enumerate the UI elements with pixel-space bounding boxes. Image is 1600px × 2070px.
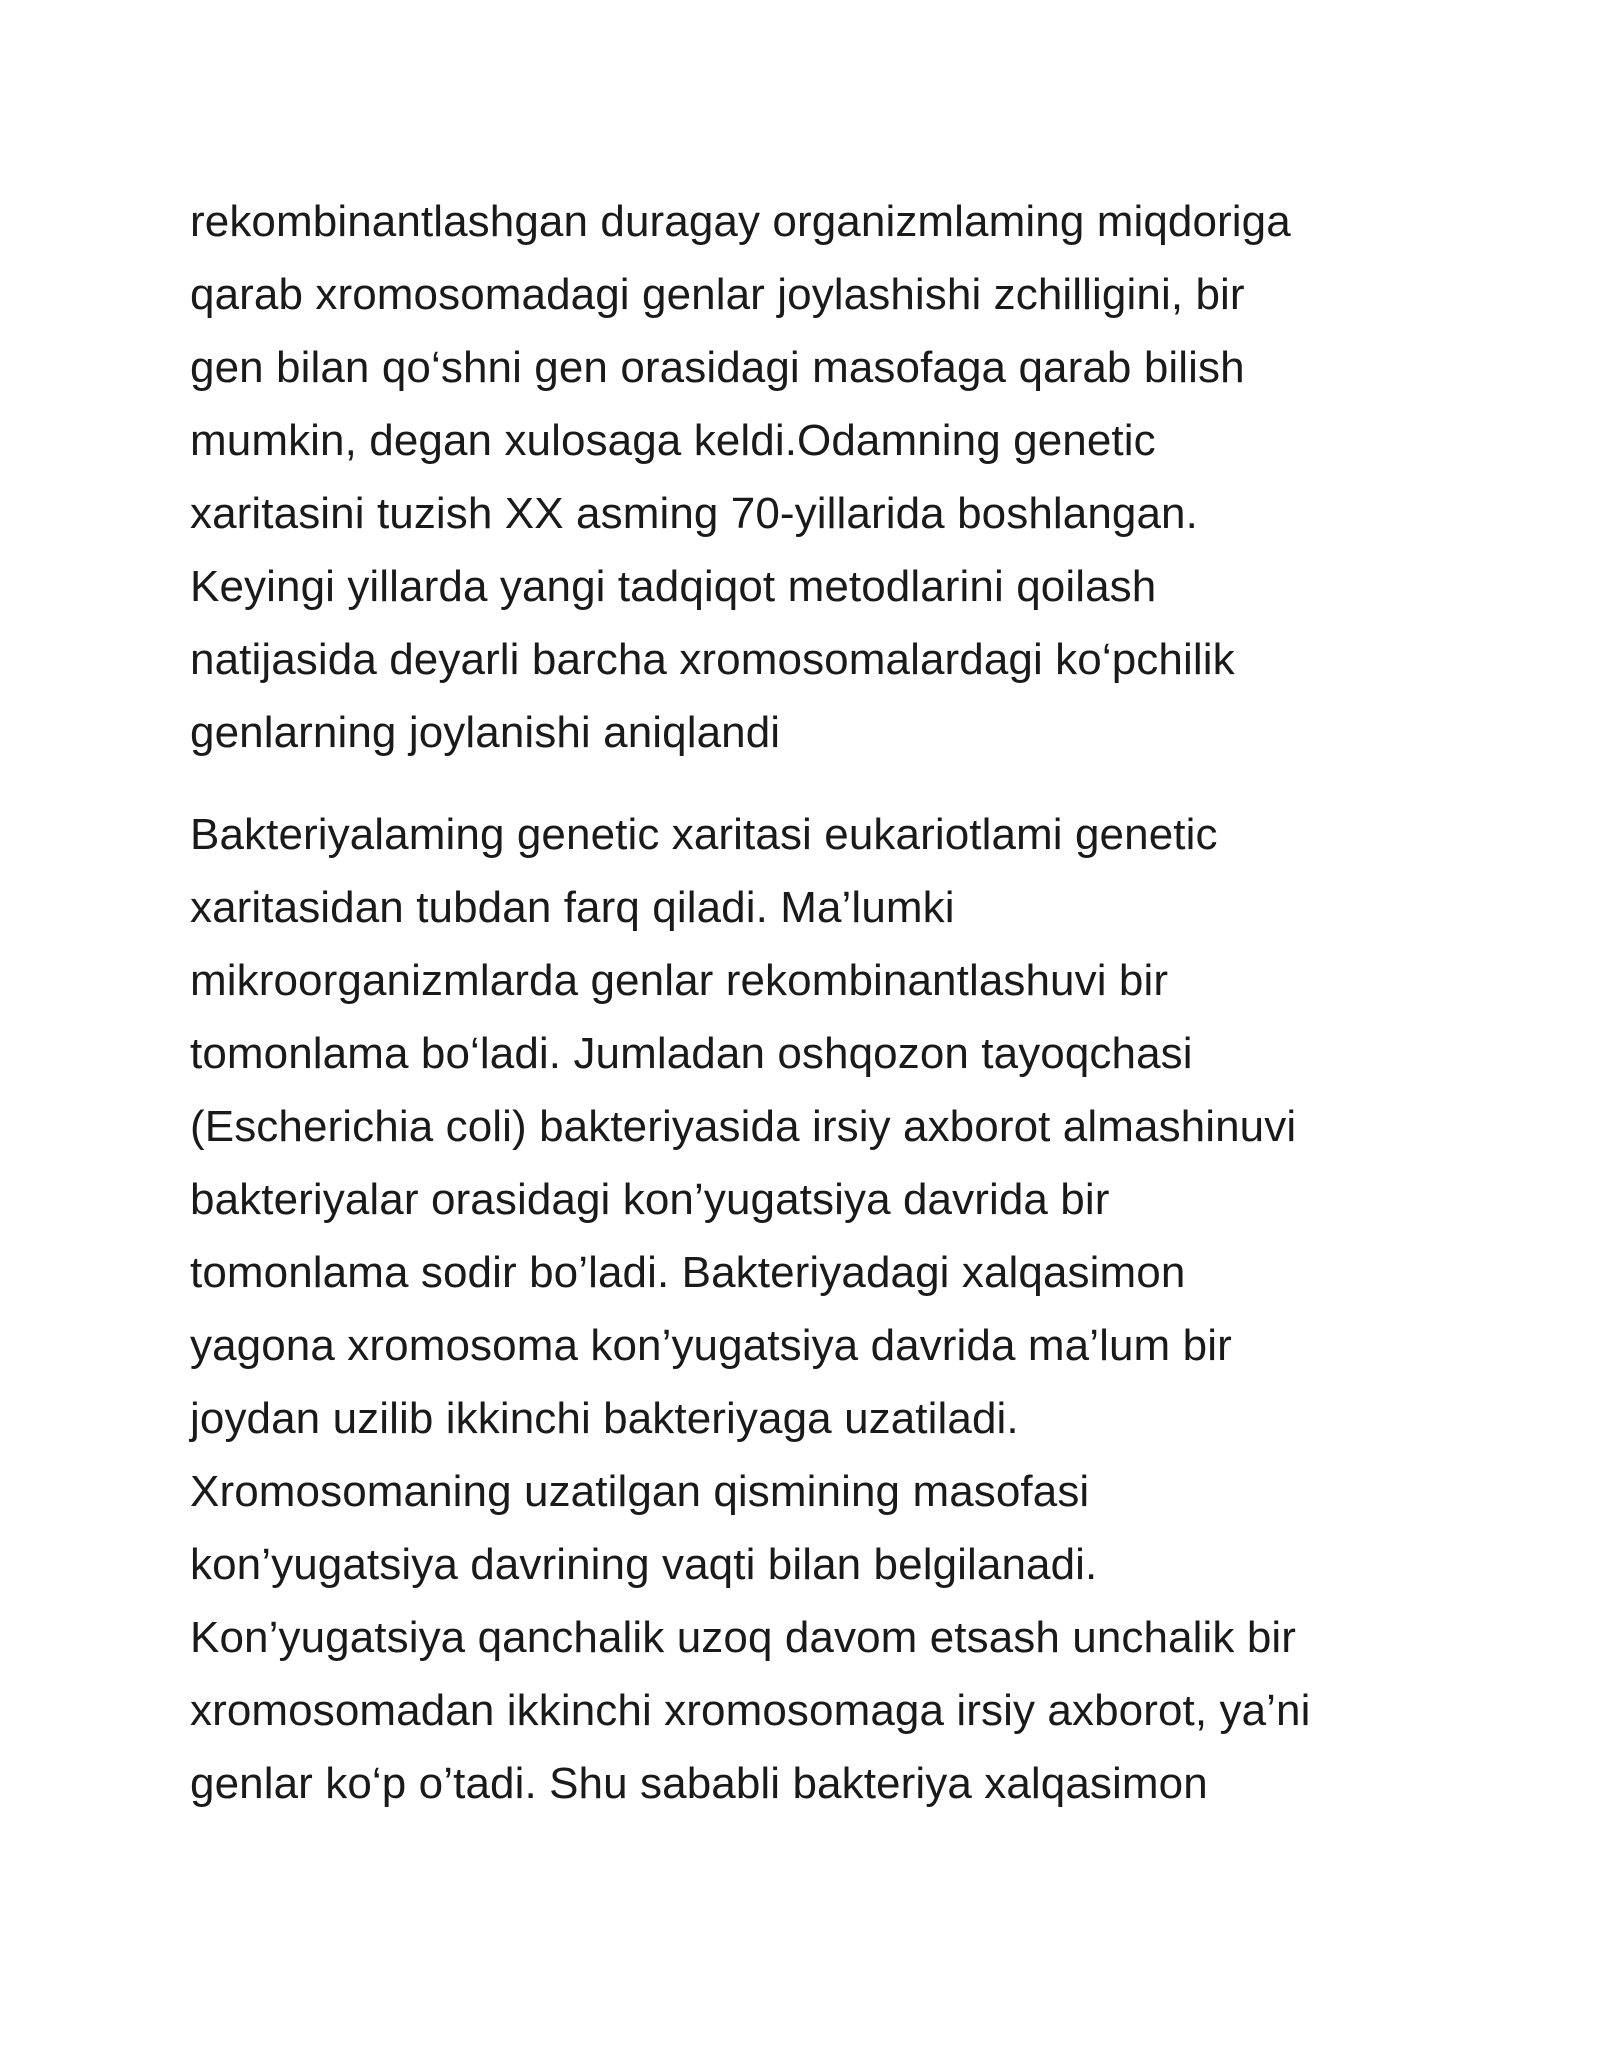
text-line: Kon’yugatsiya qanchalik uzoq davom etsash unchalik bir [190,1613,1297,1662]
text-line: tomonlama sodir bo’ladi. Bakteriyadagi xalqasimon [190,1248,1186,1297]
text-line: genlarning joylanishi aniqlandi [190,708,781,757]
text-line: kon’yugatsiya davrining vaqti bilan belgilanadi. [190,1540,1098,1589]
text-line: (Escherichia coli) bakteriyasida irsiy axborot almashinuvi [190,1102,1297,1151]
text-line: xromosomadan ikkinchi xromosomaga irsiy axborot, ya’ni [190,1686,1311,1735]
text-line: yagona xromosoma kon’yugatsiya davrida ma’lum bir [190,1321,1232,1370]
text-line: xaritasidan tubdan farq qiladi. Ma’lumki [190,883,955,932]
text-line: mumkin, degan xulosaga keldi.Odamning genetic [190,416,1156,465]
text-line: qarab xromosomadagi genlar joylashishi zchilligini, bir [190,270,1245,319]
text-line: xaritasini tuzish XX asming 70-yillarida boshlangan. [190,489,1198,538]
paragraph-1 [190,185,1450,769]
text-line: Xromosomaning uzatilgan qismining masofasi [190,1467,1090,1516]
text-line: genlar ko‘p o’tadi. Shu sababli bakteriya xalqasimon [190,1759,1208,1808]
text-line: natijasida deyarli barcha xromosomalardagi ko‘pchilik [190,635,1235,684]
text-line: joydan uzilib ikkinchi bakteriyaga uzatiladi. [190,1394,1019,1443]
paragraph-2 [190,798,1450,1820]
text-line: Keyingi yillarda yangi tadqiqot metodlarini qoilash [190,562,1157,611]
text-line: gen bilan qo‘shni gen orasidagi masofaga qarab bilish [190,343,1245,392]
text-line: rekombinantlashgan duragay organizmlaming miqdoriga [190,197,1291,246]
text-line: Bakteriyalaming genetic xaritasi eukariotlami genetic [190,810,1218,859]
text-line: tomonlama bo‘ladi. Jumladan oshqozon tayoqchasi [190,1029,1193,1078]
text-line: mikroorganizmlarda genlar rekombinantlashuvi bir [190,956,1169,1005]
text-line: bakteriyalar orasidagi kon’yugatsiya davrida bir [190,1175,1110,1224]
